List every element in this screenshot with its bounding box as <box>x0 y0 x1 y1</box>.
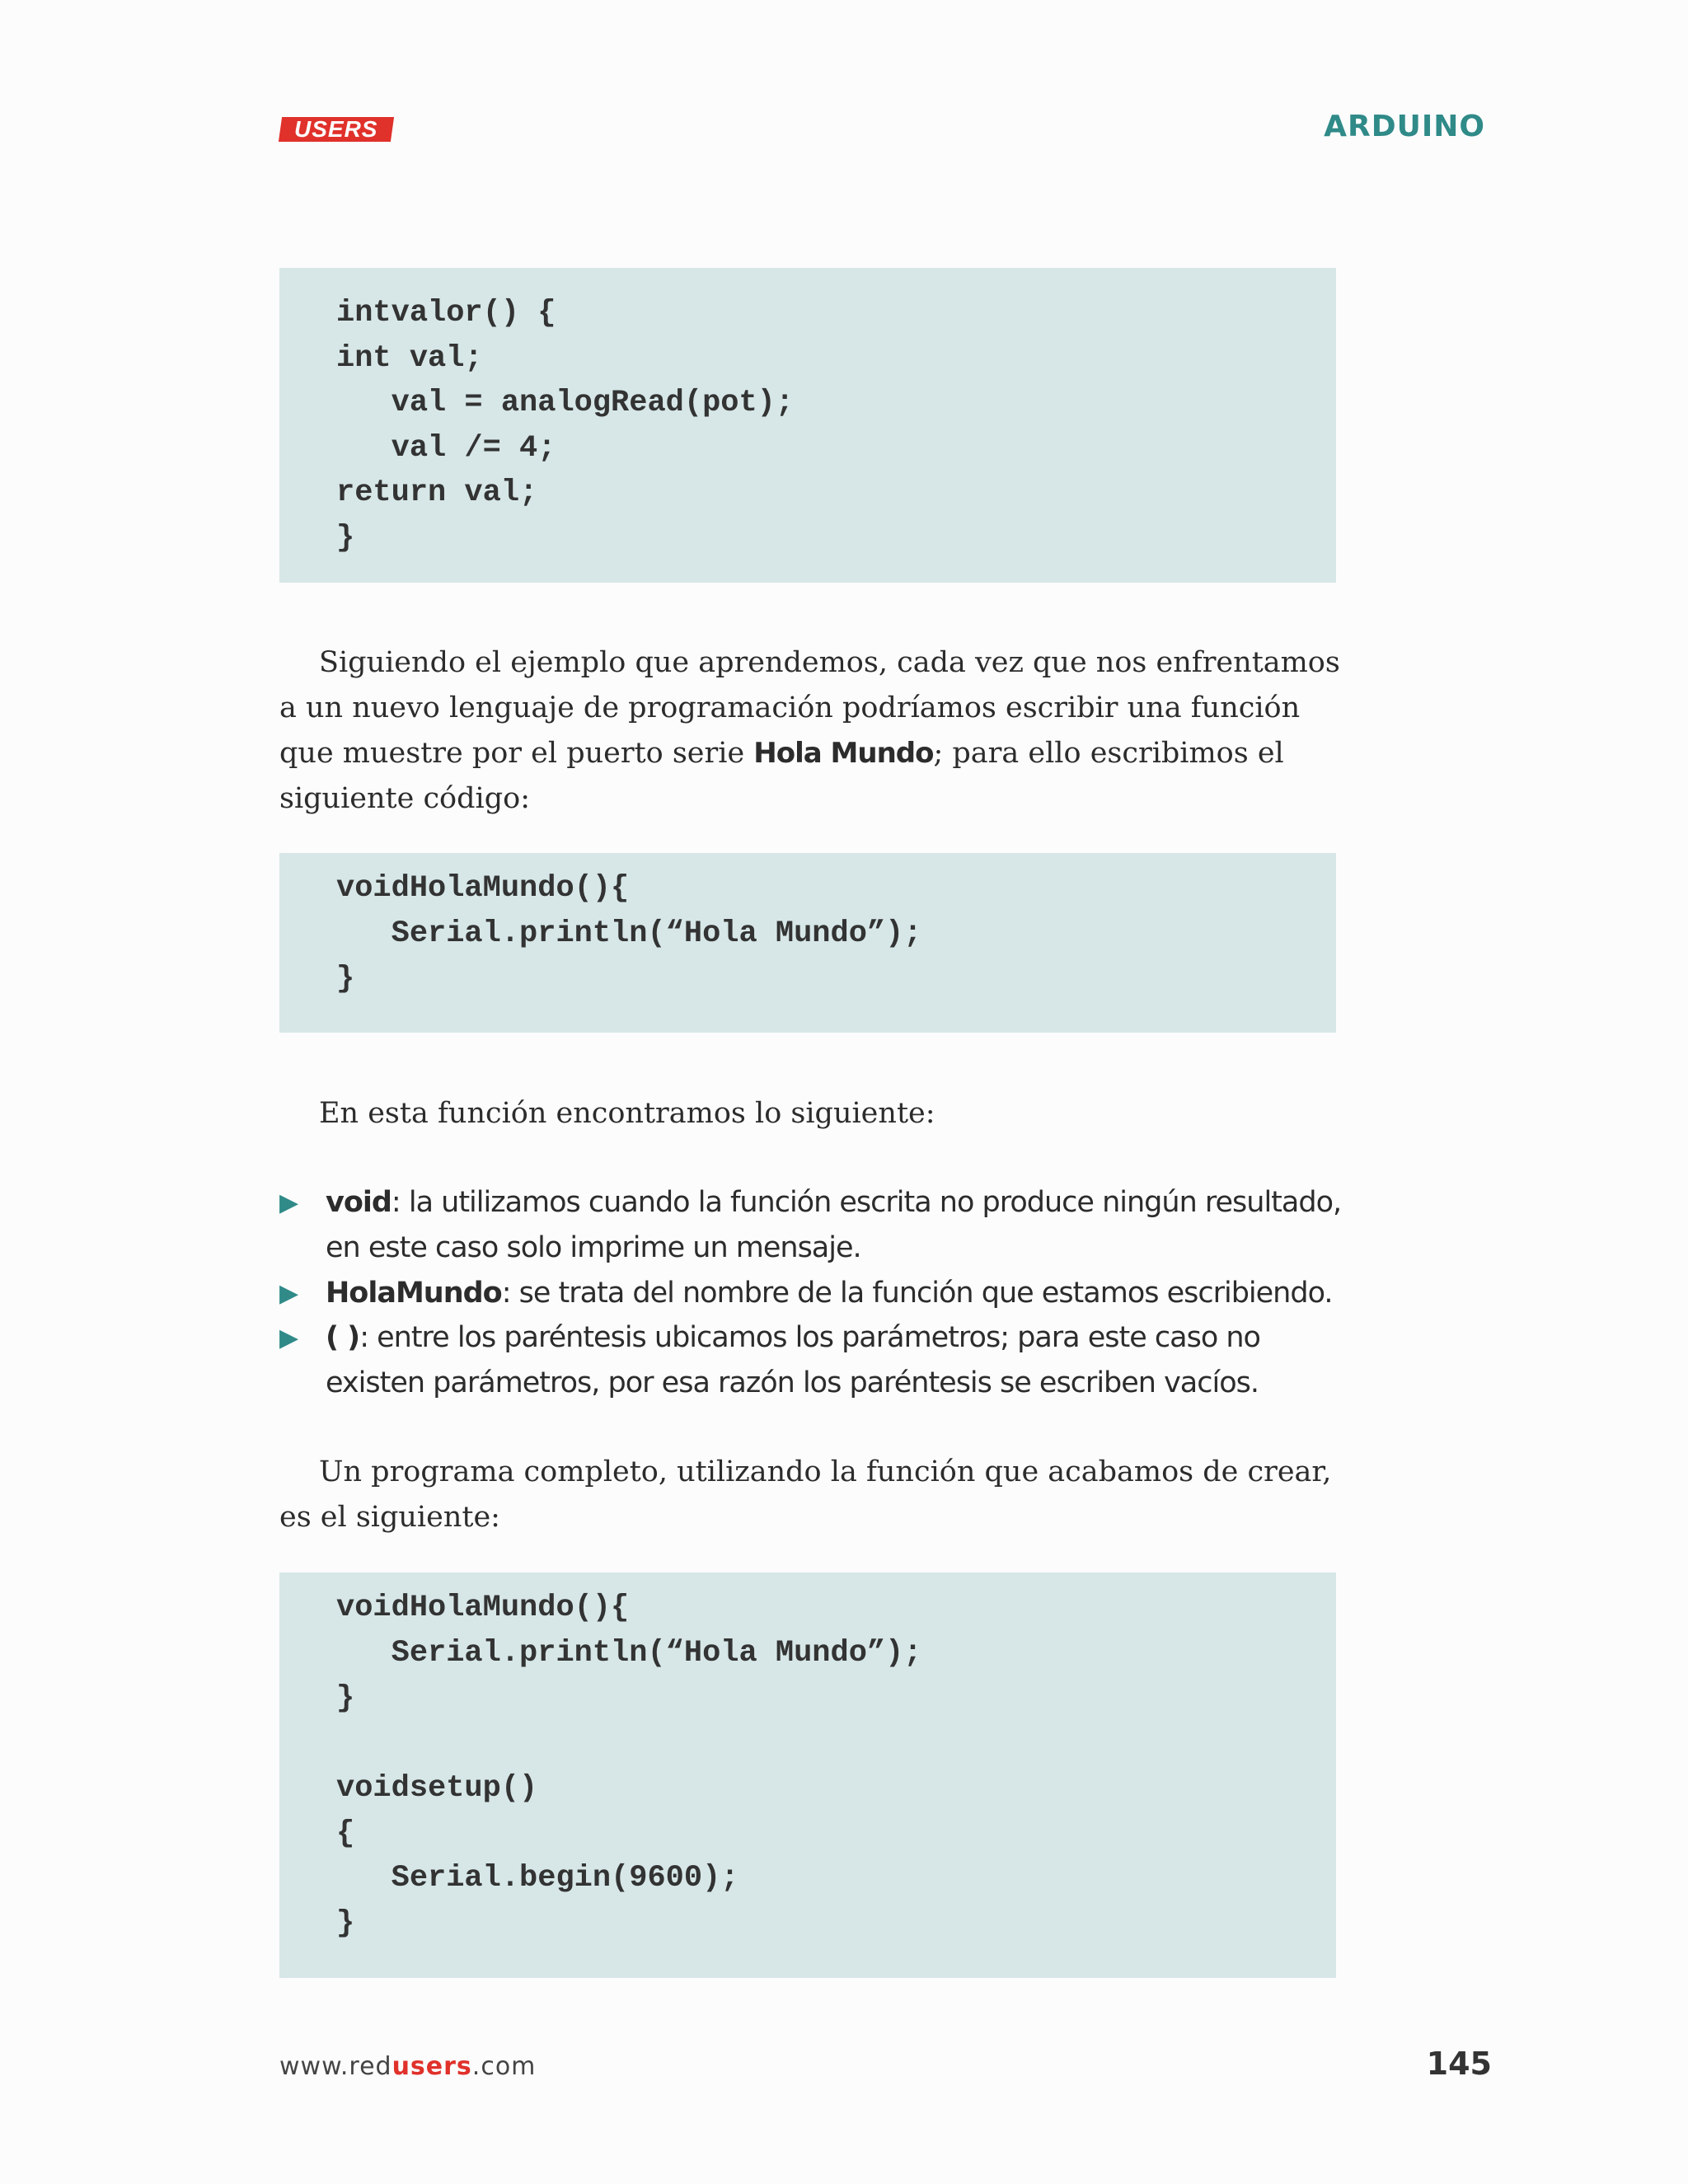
code-line: return val; <box>336 476 538 510</box>
paragraph-text: Siguiendo el ejemplo que aprendemos, cada vez que nos enfrentamos a un nuevo lenguaje de programación podríamos escribir una función que muestre por el puerto serie <box>279 646 1340 770</box>
bullet-arrow-icon: ▶ <box>279 1324 299 1352</box>
users-logo <box>279 117 394 142</box>
code-line: voidHolaMundo(){ <box>336 871 630 906</box>
bullet-arrow-icon: ▶ <box>279 1279 299 1308</box>
paragraph-text: ; para ello escribimos el siguiente código: <box>279 737 1284 815</box>
code-line: intvalor() { <box>336 296 556 330</box>
code-line: val /= 4; <box>336 431 556 466</box>
code-line: } <box>336 962 355 996</box>
bullet-text: : la utilizamos cuando la función escrita no produce ningún resultado, en este caso solo imprime un mensaje. <box>326 1186 1342 1264</box>
bullet-term: ( ) <box>326 1321 360 1354</box>
code-line: } <box>336 521 355 555</box>
section-title: ARDUINO <box>1324 110 1485 143</box>
url-prefix: www.red <box>279 2052 392 2081</box>
code-line: voidHolaMundo(){ <box>336 1591 630 1625</box>
code-line: val = analogRead(pot); <box>336 386 795 420</box>
code-line: Serial.begin(9600); <box>336 1861 739 1896</box>
page-number: 145 <box>1426 2046 1492 2082</box>
code-line: Serial.println(“Hola Mundo”); <box>336 1636 922 1671</box>
logo-text: USERS <box>294 116 378 142</box>
paragraph-text: En esta función encontramos lo siguiente: <box>319 1097 935 1130</box>
code-line: int val; <box>336 341 483 376</box>
bullet-text: : se trata del nombre de la función que estamos escribiendo. <box>501 1277 1333 1310</box>
code-line: voidsetup() <box>336 1771 538 1806</box>
bold-term: Hola Mundo <box>753 737 934 770</box>
code-line: Serial.println(“Hola Mundo”); <box>336 916 922 951</box>
bullet-text: : entre los paréntesis ubicamos los parámetros; para este caso no existen parámetros, por esa razón los paréntesis se escriben vacíos. <box>326 1321 1260 1399</box>
url-highlight: users <box>392 2052 472 2081</box>
footer-url-link[interactable] <box>279 2052 536 2081</box>
intro-paragraph <box>279 640 1343 822</box>
code-line: { <box>336 1816 355 1851</box>
bullet-item-holamundo <box>279 1271 1343 1316</box>
bullet-item-void <box>279 1180 1343 1271</box>
bullet-arrow-icon: ▶ <box>279 1188 299 1217</box>
function-intro-paragraph <box>279 1091 1343 1137</box>
code-line: } <box>336 1906 355 1941</box>
bullet-term: HolaMundo <box>326 1277 502 1310</box>
bullet-item-parentheses <box>279 1315 1343 1406</box>
bullet-term: void <box>326 1186 392 1219</box>
code-line: } <box>336 1681 355 1716</box>
paragraph-text: Un programa completo, utilizando la función que acabamos de crear, es el siguiente: <box>279 1455 1332 1534</box>
program-intro-paragraph <box>279 1450 1343 1540</box>
url-suffix: .com <box>471 2052 537 2081</box>
